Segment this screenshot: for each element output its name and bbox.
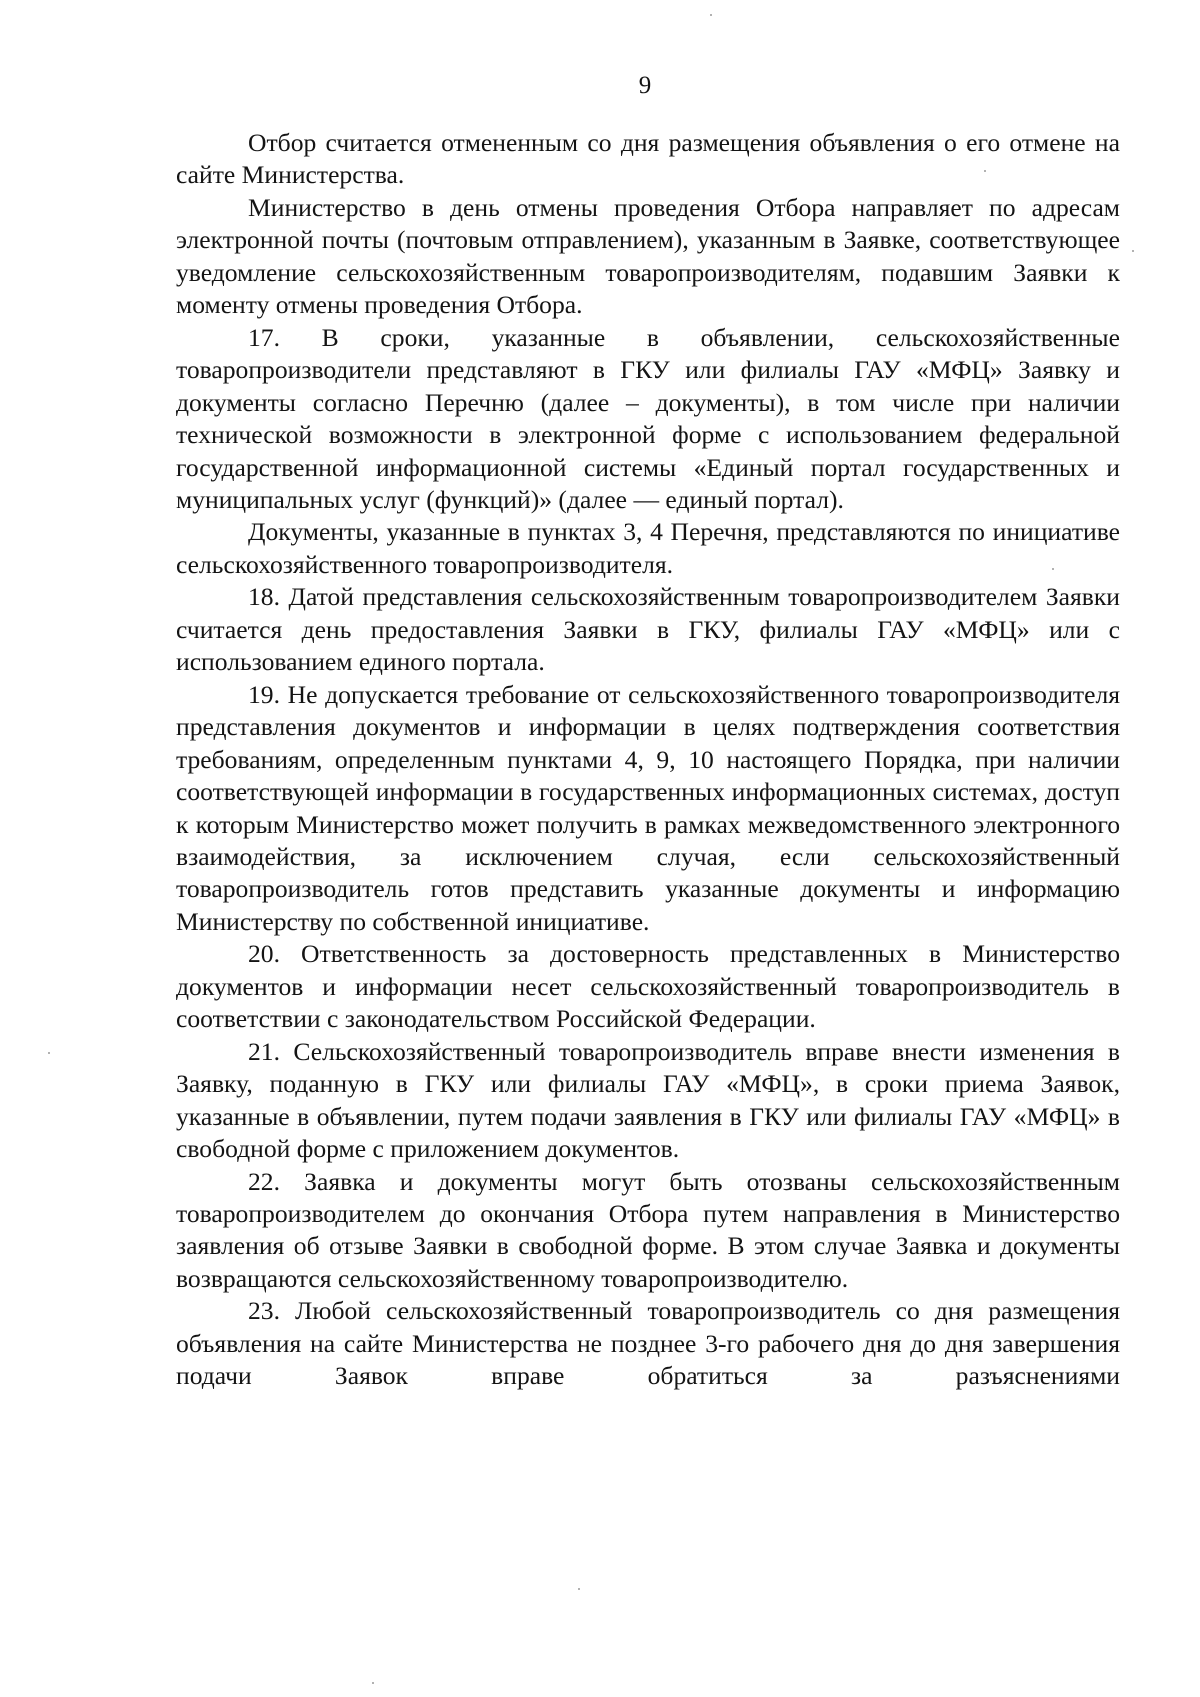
paragraph-20: 20. Ответственность за достоверность представленных в Министерство документов и информации несет сельскохозяйственный товаропроизводитель в соответствии с законодательством Российской Федерации. [176, 939, 1120, 1034]
scan-speck [578, 1588, 580, 1590]
paragraph-17: 17. В сроки, указанные в объявлении, сельскохозяйственные товаропроизводители представляют в ГКУ или филиалы ГАУ «МФЦ» Заявку и документы согласно Перечню (далее – документы), в том числе при наличии технической возможности в электронной форме с использованием федеральной государственной информационной системы «Единый портал государственных и муниципальных услуг (функций)» (далее — единый портал). [176, 322, 1120, 514]
page-number: 9 [638, 72, 652, 99]
paragraph-23: 23. Любой сельскохозяйственный товаропроизводитель со дня размещения объявления на сайте Министерства не позднее 3-го рабочего дня до дня завершения подачи Заявок вправе обратиться за разъяснениями [176, 1296, 1120, 1391]
paragraph-18: 18. Датой представления сельскохозяйственным товаропроизводителем Заявки считается день предоставления Заявки в ГКУ, филиалы ГАУ «МФЦ» или с использованием единого портала. [176, 582, 1120, 677]
paragraph-cancellation-notice: Министерство в день отмены проведения Отбора направляет по адресам электронной почты (почтовым отправлением), указанным в Заявке, соответствующее уведомление сельскохозяйственным товаропроизводителям, подавшим Заявки к моменту отмены проведения Отбора. [176, 192, 1120, 320]
scan-speck [48, 1052, 50, 1054]
paragraph-21: 21. Сельскохозяйственный товаропроизводитель вправе внести изменения в Заявку, поданную в ГКУ или филиалы ГАУ «МФЦ», в сроки приема Заявок, указанные в объявлении, путем подачи заявления в ГКУ или филиалы ГАУ «МФЦ» в свободной форме с приложением документов. [176, 1036, 1120, 1164]
paragraph-selection-cancelled: Отбор считается отмененным со дня размещения объявления о его отмене на сайте Министерства. [176, 128, 1120, 190]
scan-speck [1132, 250, 1134, 252]
paragraph-22: 22. Заявка и документы могут быть отозваны сельскохозяйственным товаропроизводителем до окончания Отбора путем направления в Министерство заявления об отзыве Заявки в свободной форме. В этом случае Заявка и документы возвращаются сельскохозяйственному товаропроизводителю. [176, 1166, 1120, 1293]
scan-speck [984, 170, 986, 172]
scan-speck [372, 1682, 374, 1684]
paragraph-19: 19. Не допускается требование от сельскохозяйственного товаропроизводителя представления документов и информации в целях подтверждения соответствия требованиям, определенным пунктами 4, 9, 10 настоящего Порядка, при наличии соответствующей информации в государственных информационных системах, доступ к которым Министерство может получить в рамках межведомственного электронного взаимодействия, за исключением случая, если сельскохозяйственный товаропроизводитель готов представить указанные документы и информацию Министерству по собственной инициативе. [176, 679, 1120, 936]
scan-speck [1052, 568, 1054, 570]
paragraph-documents-initiative: Документы, указанные в пунктах 3, 4 Перечня, представляются по инициативе сельскохозяйственного товаропроизводителя. [176, 517, 1120, 579]
document-body [176, 127, 1120, 1393]
scan-speck [710, 14, 712, 16]
